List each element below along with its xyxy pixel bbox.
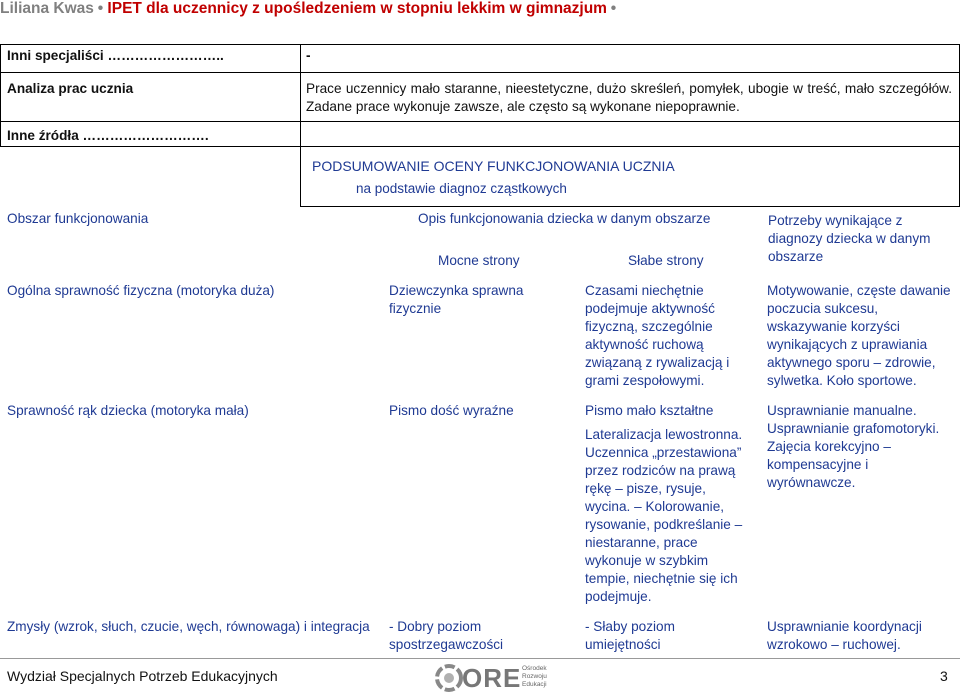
row1-area xyxy=(7,282,387,300)
page-header xyxy=(0,0,960,22)
row2-area-main: Sprawność rąk dziecka xyxy=(7,403,151,418)
row3-area xyxy=(7,618,387,636)
footer-rule xyxy=(0,658,960,659)
row3-needs: Usprawnianie koordynacji wzrokowo – ruchowej. xyxy=(767,619,922,652)
row2-weaknesses-detail: Lateralizacja lewostronna. Uczennica „przestawiona” przez rodziców na prawą rękę – pisze, rysuje, wycina. – Kolorowanie, rysowanie, podkreślanie – niestaranne, prace wykonuje w szybkim tempie, niechętnie się ich podejmuje. xyxy=(585,427,743,604)
summary-title: PODSUMOWANIE OCENY FUNKCJONOWANIA UCZNIA xyxy=(312,158,675,174)
ore-logo-sub xyxy=(522,665,547,689)
page-number: 3 xyxy=(940,668,948,684)
table-divider-label xyxy=(300,44,301,146)
table-border-top xyxy=(0,44,960,45)
ore-logo-sub-3: Edukacji xyxy=(522,681,547,688)
row2-strengths: Pismo dość wyraźne xyxy=(389,403,514,418)
ore-logo-text: ORE xyxy=(462,663,522,693)
header-author: Liliana Kwas xyxy=(0,0,94,17)
header-title: IPET dla uczennicy z upośledzeniem w stopniu lekkim w gimnazjum xyxy=(107,0,607,17)
label-work-analysis: Analiza prac ucznia xyxy=(7,81,134,96)
header-separator: • xyxy=(97,0,108,17)
header-bullet: • xyxy=(610,0,617,17)
col-header-area: Obszar funkcjonowania xyxy=(7,211,149,226)
row3-area-integration: i integracja xyxy=(303,619,370,634)
row-divider-2 xyxy=(0,121,960,122)
value-other-specialists: - xyxy=(306,48,311,63)
row1-weaknesses: Czasami niechętnie podejmuje aktywność fizyczną, szczególnie aktywność ruchową związaną z rywalizacją i grami zespołowymi. xyxy=(585,283,730,388)
table-border-left xyxy=(0,44,1,146)
row3-strengths: - Dobry poziom spostrzegawczości xyxy=(389,619,504,652)
row3-area-detail: (wzrok, słuch, czucie, węch, równowaga) xyxy=(53,619,304,634)
row3-weaknesses: - Słaby poziom umiejętności xyxy=(585,619,675,652)
col-header-strengths: Mocne strony xyxy=(438,253,520,268)
row3-area-main: Zmysły xyxy=(7,619,54,634)
row2-needs: Usprawnianie manualne. Usprawnianie grafomotoryki. Zajęcia korekcyjno – kompensacyjne i wyrównawcze. xyxy=(767,403,940,490)
row2-area-detail: (motoryka mała) xyxy=(150,403,249,418)
value-work-analysis: Prace uczennicy mało staranne, nieestetyczne, dużo skreśleń, pomyłek, ubogie w treść, mało szczegółów. Zadane prace wykonuje zawsze, ale często są wykonane niepoprawnie. xyxy=(306,81,952,114)
row-divider-1 xyxy=(0,72,960,73)
footer-department: Wydział Specjalnych Potrzeb Edukacyjnych xyxy=(7,668,278,684)
summary-subtitle: na podstawie diagnoz cząstkowych xyxy=(356,181,567,196)
row1-needs: Motywowanie, częste dawanie poczucia sukcesu, wskazywanie korzyści wynikających z uprawiania aktywnego sporu – zdrowie, sylwetka. Koło sportowe. xyxy=(767,283,951,388)
label-other-specialists: Inni specjaliści …………………….. xyxy=(7,48,224,63)
ore-logo-sub-2: Rozwoju xyxy=(522,673,547,680)
summary-border-bottom xyxy=(300,206,960,207)
row1-area-detail: (motoryka duża) xyxy=(176,283,275,298)
summary-border-left xyxy=(300,146,301,207)
label-other-sources: Inne źródła ………………………. xyxy=(7,128,209,143)
col-header-description: Opis funkcjonowania dziecka w danym obszarze xyxy=(418,211,711,226)
row1-strengths: Dziewczynka sprawna fizycznie xyxy=(389,283,524,316)
col-header-weaknesses: Słabe strony xyxy=(628,253,704,268)
row2-weaknesses-title: Pismo mało kształtne xyxy=(585,403,714,418)
row2-area xyxy=(7,402,387,420)
col-header-needs: Potrzeby wynikające z diagnozy dziecka w danym obszarze xyxy=(768,213,931,264)
ore-logo xyxy=(434,663,547,693)
row1-area-main: Ogólna sprawność fizyczna xyxy=(7,283,177,298)
ore-logo-sub-1: Ośrodek xyxy=(522,665,547,672)
row-divider-3 xyxy=(0,146,960,147)
